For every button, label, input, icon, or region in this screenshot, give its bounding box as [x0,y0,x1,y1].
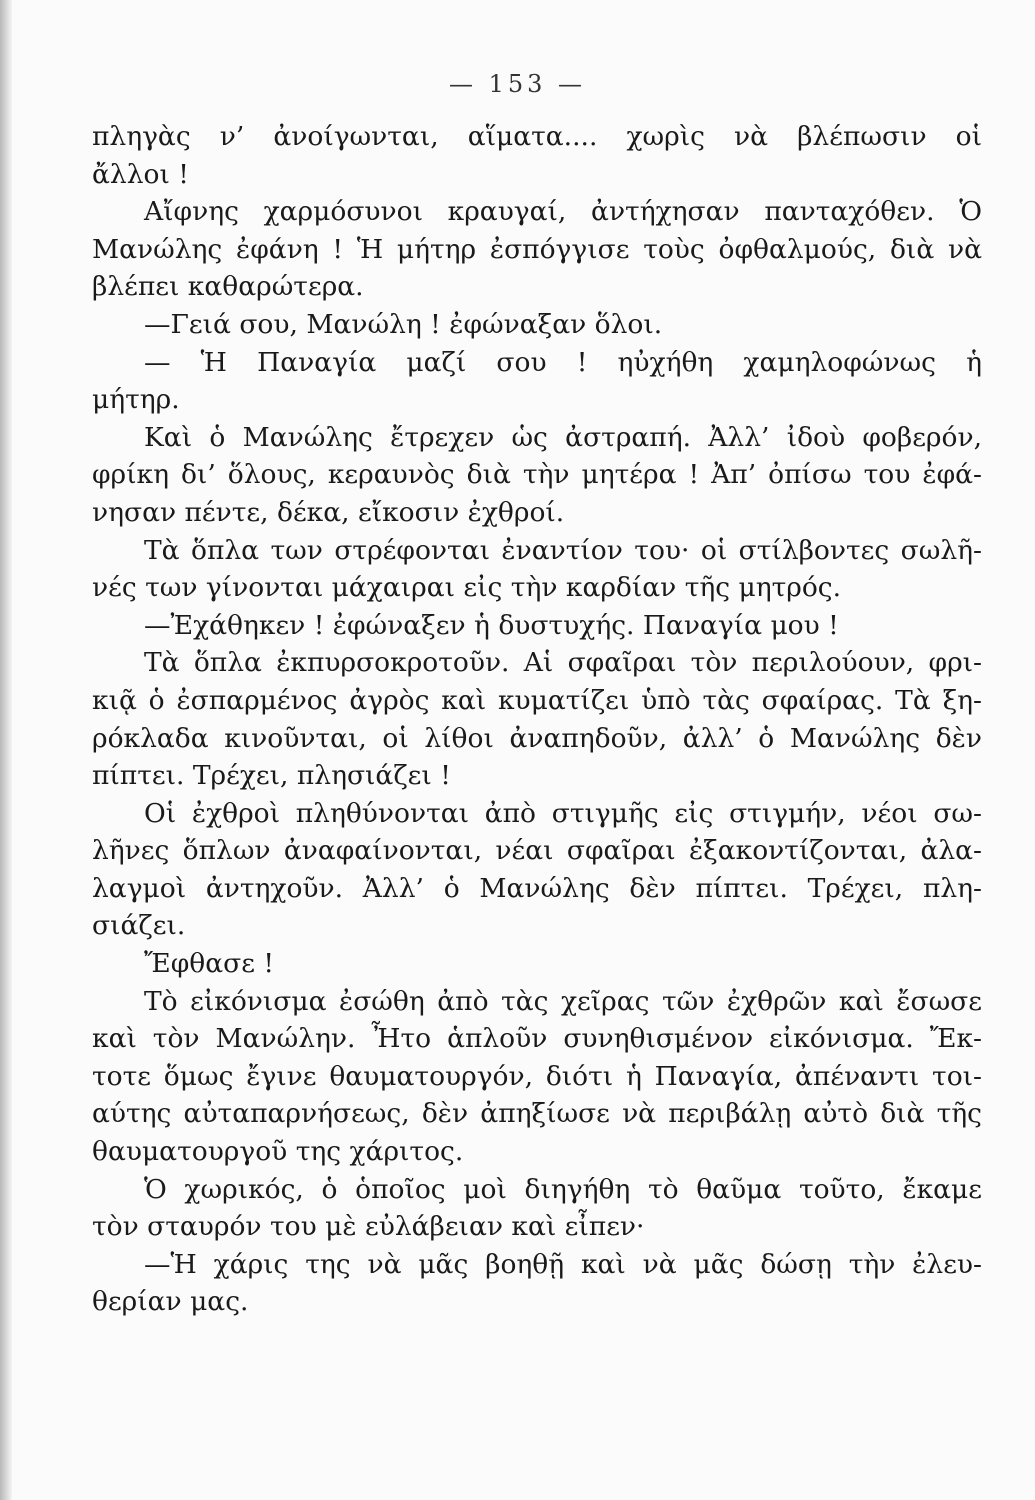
text-line: αύτης αὐταπαρνήσεως, δὲν ἀπηξίωσε νὰ περιβάλῃ αὐτὸ διὰ τῆς [92,1098,982,1130]
text-line: νές των γίνονται μάχαιραι εἰς τὴν καρδίαν τῆς μητρός. [92,572,842,604]
text-line: Τὰ ὅπλα των στρέφονται ἐναντίον του· οἱ στίλβοντες σωλῆ- [144,534,982,566]
text-line: λαγμοὶ ἀντηχοῦν. Ἀλλ’ ὁ Μανώλης δὲν πίπτει. Τρέχει, πλη- [92,872,982,904]
text-line: φρίκη δι’ ὅλους, κεραυνὸς διὰ τὴν μητέρα ! Ἀπ’ ὀπίσω του ἐφά- [92,459,982,491]
text-line: ρόκλαδα κινοῦνται, οἱ λίθοι ἀναπηδοῦν, ἀλλ’ ὁ Μανώλης δὲν [92,722,982,754]
text-line: τοτε ὅμως ἔγινε θαυματουργόν, διότι ἡ Παναγία, ἀπέναντι τοι- [92,1060,982,1092]
text-line: τὸν σταυρόν του μὲ εὐλάβειαν καὶ εἶπεν· [92,1211,645,1243]
text-line: κιᾷ ὁ ἐσπαρμένος ἀγρὸς καὶ κυματίζει ὑπὸ τὰς σφαίρας. Τὰ ξη- [92,684,982,716]
page-edge-shadow [0,0,12,1500]
text-line: σιάζει. [92,910,186,942]
text-line: μήτηρ. [92,384,180,416]
text-line: νησαν πέντε, δέκα, εἴκοσιν ἐχθροί. [92,496,565,528]
text-line: Ἔφθασε ! [144,948,275,980]
text-line: πίπτει. Τρέχει, πλησιάζει ! [92,760,451,792]
text-line: θερίαν μας. [92,1286,249,1318]
text-line: ἄλλοι ! [92,158,189,190]
text-line: Οἱ ἐχθροὶ πληθύνονται ἀπὸ στιγμῆς εἰς στιγμήν, νέοι σω- [144,797,982,829]
text-line: Μανώλης ἐφάνη ! Ἡ μήτηρ ἐσπόγγισε τοὺς ὀφθαλμούς, διὰ νὰ [92,233,982,265]
text-line: λῆνες ὅπλων ἀναφαίνονται, νέαι σφαῖραι ἐξακοντίζονται, ἀλα- [92,835,982,867]
text-line: —Γειά σου, Μανώλη ! ἐφώναξαν ὅλοι. [144,308,663,340]
text-line: Αἴφνης χαρμόσυνοι κραυγαί, ἀντήχησαν πανταχόθεν. Ὁ [144,196,982,228]
text-line: —Ἡ χάρις της νὰ μᾶς βοηθῇ καὶ νὰ μᾶς δώσῃ τὴν ἐλευ- [144,1248,982,1280]
text-line: πληγὰς ν’ ἀνοίγωνται, αἵματα.... χωρὶς νὰ βλέπωσιν οἱ [92,121,982,152]
text-line: Ὁ χωρικός, ὁ ὁποῖος μοὶ διηγήθη τὸ θαῦμα τοῦτο, ἔκαμε [144,1173,982,1205]
text-line: θαυματουργοῦ της χάριτος. [92,1136,464,1168]
text-line: Καὶ ὁ Μανώλης ἔτρεχεν ὡς ἀστραπή. Ἀλλ’ ἰδοὺ φοβερόν, [144,421,982,453]
text-line: καὶ τὸν Μανώλην. Ἦτο ἁπλοῦν συνηθισμένον εἰκόνισμα. Ἔκ- [92,1023,982,1055]
text-line: — Ἡ Παναγία μαζί σου ! ηὐχήθη χαμηλοφώνως ἡ [144,346,982,378]
body-text [92,118,982,1321]
text-line: Τὰ ὅπλα ἐκπυρσοκροτοῦν. Αἱ σφαῖραι τὸν περιλούουν, φρι- [144,647,982,679]
text-line: βλέπει καθαρώτερα. [92,271,364,303]
text-line: —Ἐχάθηκεν ! ἐφώναξεν ἡ δυστυχής. Παναγία μου ! [144,609,839,641]
text-line: Τὸ εἰκόνισμα ἐσώθη ἀπὸ τὰς χεῖρας τῶν ἐχθρῶν καὶ ἔσωσε [144,985,982,1017]
page-number: — 153 — [448,70,587,98]
